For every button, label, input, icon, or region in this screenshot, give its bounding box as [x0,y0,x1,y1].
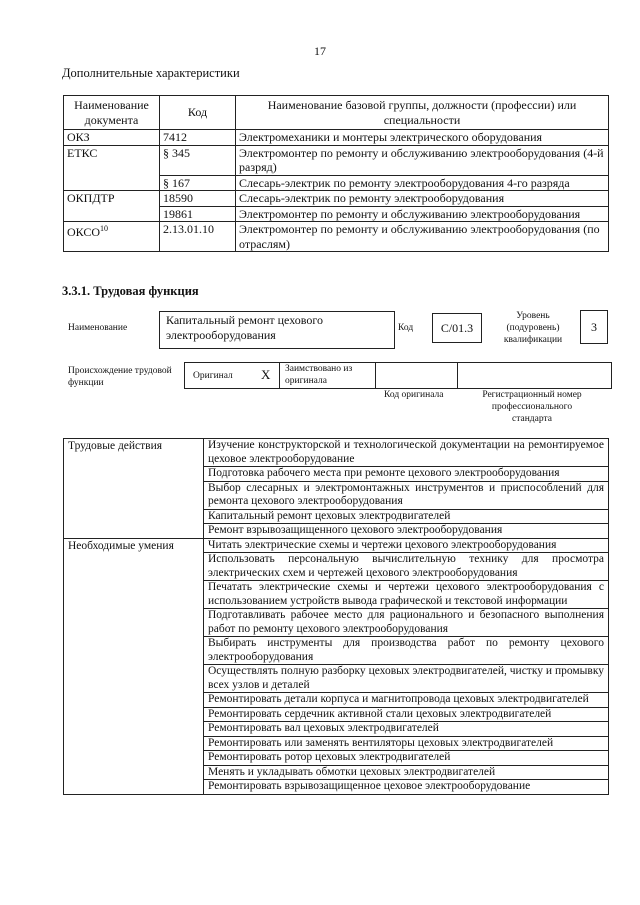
labor-action-item: Ремонт взрывозащищенного цехового электрооборудования [204,524,609,539]
function-content-table [63,438,609,795]
skill-item: Ремонтировать сердечник активной стали цеховых электродвигателей [204,707,609,722]
header-code: Код [160,96,236,130]
function-section-title: 3.3.1. Трудовая функция [62,284,199,298]
table-row [64,130,609,146]
skill-item: Менять и укладывать обмотки цеховых электродвигателей [204,765,609,780]
code-cell: 18590 [160,191,236,207]
code-cell: § 167 [160,175,236,191]
function-code-box: C/01.3 [432,313,482,343]
skill-item: Читать электрические схемы и чертежи цехового электрооборудования [204,538,609,553]
name-cell: Электромонтер по ремонту и обслуживанию электрооборудования [236,206,609,222]
divider [457,363,458,388]
doc-text: ОКСО [67,225,101,239]
skill-item: Ремонтировать ротор цеховых электродвигателей [204,751,609,766]
labor-action-item: Выбор слесарных и электромонтажных инструментов и приспособлений для ремонта цехового электрооборудования [204,481,609,509]
skills-label: Необходимые умения [64,538,204,794]
labor-action-item: Изучение конструкторской и технологической документации на ремонтируемое цеховое электрооборудование [204,439,609,467]
name-cell: Слесарь-электрик по ремонту электрооборудования 4-го разряда [236,175,609,191]
doc-cell: ЕТКС [64,145,160,191]
name-cell: Электромеханики и монтеры электрического оборудования [236,130,609,146]
name-cell: Слесарь-электрик по ремонту электрооборудования [236,191,609,207]
page-number: 17 [314,44,326,58]
divider [279,363,280,388]
name-cell: Электромонтер по ремонту и обслуживанию электрооборудования (4-й разряд) [236,145,609,175]
additional-characteristics-table [63,95,609,252]
reg-number-label: Регистрационный номер профессионального стандарта [482,390,582,424]
skill-item: Выбирать инструменты для производства работ по ремонту цехового электрооборудования [204,637,609,665]
table-header-row [64,96,609,130]
table-row [64,191,609,207]
skill-item: Печатать электрические схемы и чертежи цехового электрооборудования с использованием устройств вывода графической и текстовой информации [204,581,609,609]
skill-item: Ремонтировать вал цеховых электродвигателей [204,722,609,737]
doc-cell: ОКЗ [64,130,160,146]
skill-item: Использовать персональную вычислительную технику для просмотра электрических схем и чертежей цехового электрооборудования [204,553,609,581]
labor-action-item: Подготовка рабочего места при ремонте цехового электрооборудования [204,467,609,482]
borrowed-label: Заимствовано из оригинала [285,364,353,386]
skill-item: Осуществлять полную разборку цеховых электродвигателей, чистку и промывку всех узлов и деталей [204,665,609,693]
level-box: 3 [580,310,608,344]
table-row [64,222,609,252]
code-cell: § 345 [160,145,236,175]
code-label: Код [398,323,414,333]
table-row [64,439,609,467]
table-row [64,538,609,553]
doc-cell [64,222,160,252]
additional-characteristics-title: Дополнительные характеристики [62,66,240,80]
original-mark: X [261,367,271,382]
name-cell: Электромонтер по ремонту и обслуживанию электрооборудования (по отраслям) [236,222,609,252]
table-row [64,145,609,175]
footnote-ref: 10 [100,224,109,233]
skill-item: Ремонтировать или заменять вентиляторы цеховых электродвигателей [204,736,609,751]
origin-row [184,362,612,389]
labor-actions-label: Трудовые действия [64,439,204,539]
level-label: Уровень (подуровень) квалификации [503,311,563,345]
name-label: Наименование [68,323,128,333]
divider [375,363,376,388]
origin-label: Происхождение трудовой функции [68,366,172,388]
origin-code-label: Код оригинала [384,390,444,400]
skill-item: Подготавливать рабочее место для рационального и безопасного выполнения работ по ремонту цехового электрооборудования [204,609,609,637]
skill-item: Ремонтировать взрывозащищенное цеховое электрооборудование [204,780,609,795]
code-cell: 19861 [160,206,236,222]
header-document: Наименование документа [64,96,160,130]
original-label: Оригинал [193,371,233,381]
code-cell: 7412 [160,130,236,146]
function-name-box: Капитальный ремонт цехового электрооборудования [159,311,395,349]
code-cell: 2.13.01.10 [160,222,236,252]
labor-action-item: Капитальный ремонт цеховых электродвигателей [204,509,609,524]
doc-cell: ОКПДТР [64,191,160,222]
header-group-name: Наименование базовой группы, должности (профессии) или специальности [236,96,609,130]
skill-item: Ремонтировать детали корпуса и магнитопровода цеховых электродвигателей [204,693,609,708]
